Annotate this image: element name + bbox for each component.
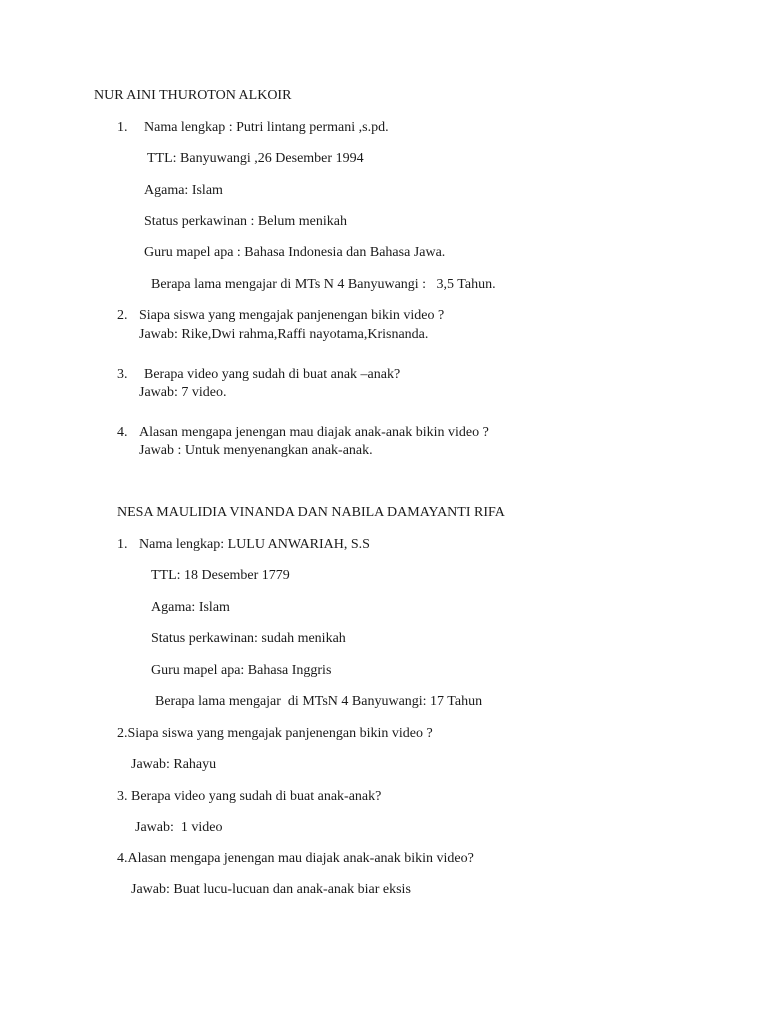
s2-q4-question: 4.Alasan mengapa jenengan mau diajak anak-anak bikin video? — [117, 851, 474, 866]
s1-q4-question: Alasan mengapa jenengan mau diajak anak-anak bikin video ? — [139, 425, 489, 440]
s2-q1-number: 1. — [117, 537, 128, 552]
s1-q1-guru: Guru mapel apa : Bahasa Indonesia dan Bahasa Jawa. — [144, 245, 446, 260]
section2-title: NESA MAULIDIA VINANDA DAN NABILA DAMAYANTI RIFA — [117, 505, 505, 520]
s1-q1-status: Status perkawinan : Belum menikah — [144, 214, 347, 229]
s1-q1-number: 1. — [117, 120, 128, 135]
s2-q3-answer: Jawab: 1 video — [135, 820, 223, 835]
s1-q1-ttl: TTL: Banyuwangi ,26 Desember 1994 — [147, 151, 364, 166]
s1-q4-number: 4. — [117, 425, 128, 440]
s1-q2-answer: Jawab: Rike,Dwi rahma,Raffi nayotama,Krisnanda. — [139, 327, 429, 342]
s1-q1-lama: Berapa lama mengajar di MTs N 4 Banyuwangi : 3,5 Tahun. — [151, 277, 496, 292]
s1-q3-number: 3. — [117, 367, 128, 382]
s2-q2-answer: Jawab: Rahayu — [131, 757, 217, 772]
s2-q1-lama: Berapa lama mengajar di MTsN 4 Banyuwangi: 17 Tahun — [155, 694, 483, 709]
s1-q2-number: 2. — [117, 308, 128, 323]
section1-title: NUR AINI THUROTON ALKOIR — [94, 88, 292, 103]
s2-q1-guru: Guru mapel apa: Bahasa Inggris — [151, 663, 332, 678]
s1-q1-agama: Agama: Islam — [144, 183, 223, 198]
s2-q4-answer: Jawab: Buat lucu-lucuan dan anak-anak biar eksis — [131, 882, 411, 897]
s2-q3-question: 3. Berapa video yang sudah di buat anak-anak? — [117, 789, 382, 804]
s2-q1-ttl: TTL: 18 Desember 1779 — [151, 568, 290, 583]
s1-q3-question: Berapa video yang sudah di buat anak –anak? — [144, 367, 401, 382]
s1-q1-nama: Nama lengkap : Putri lintang permani ,s.pd. — [144, 120, 389, 135]
s2-q1-nama: Nama lengkap: LULU ANWARIAH, S.S — [139, 537, 370, 552]
s1-q3-answer: Jawab: 7 video. — [139, 385, 227, 400]
s2-q1-agama: Agama: Islam — [151, 600, 230, 615]
s1-q4-answer: Jawab : Untuk menyenangkan anak-anak. — [139, 443, 373, 458]
s1-q2-question: Siapa siswa yang mengajak panjenengan bikin video ? — [139, 308, 445, 323]
s2-q1-status: Status perkawinan: sudah menikah — [151, 631, 346, 646]
s2-q2-question: 2.Siapa siswa yang mengajak panjenengan bikin video ? — [117, 726, 433, 741]
